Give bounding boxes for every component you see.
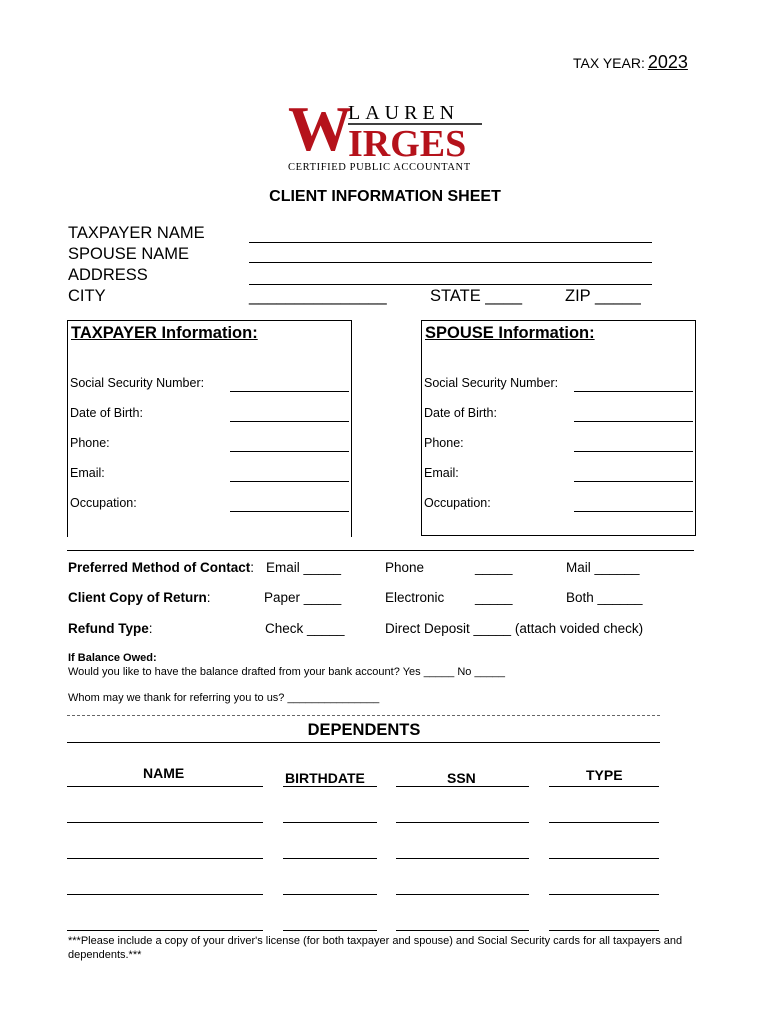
state-field[interactable]: STATE ____ xyxy=(430,287,523,305)
firm-logo xyxy=(286,90,486,176)
dependent-birthdate-line[interactable] xyxy=(283,786,377,787)
svg-text:W: W xyxy=(288,93,352,164)
spouse-email-field[interactable] xyxy=(574,481,693,482)
address-label: ADDRESS xyxy=(68,266,148,284)
form-title: CLIENT INFORMATION SHEET xyxy=(269,188,501,205)
dependent-type-line[interactable] xyxy=(549,786,659,787)
contact-method-text: Preferred Method of Contact xyxy=(68,560,251,575)
taxpayer-occupation-label: Occupation: xyxy=(70,496,137,510)
dependent-ssn-line[interactable] xyxy=(396,786,529,787)
contact-phone-blank[interactable]: _____ xyxy=(475,560,513,575)
spouse-info-heading: SPOUSE Information: xyxy=(425,324,595,342)
taxpayer-phone-label: Phone: xyxy=(70,436,110,450)
balance-owed-label: If Balance Owed: xyxy=(68,652,157,664)
dependent-birthdate-line[interactable] xyxy=(283,858,377,859)
tax-year-label: TAX YEAR: xyxy=(573,55,645,71)
footnote: ***Please include a copy of your driver's license (for both taxpayer and spouse) and Social Security cards for all taxpayers and dependents.*** xyxy=(68,935,683,961)
city-label: CITY xyxy=(68,287,106,305)
spouse-name-label: SPOUSE NAME xyxy=(68,245,190,263)
dependent-birthdate-line[interactable] xyxy=(283,822,377,823)
dependents-col-name: NAME xyxy=(143,765,185,781)
spouse-dob-field[interactable] xyxy=(574,421,693,422)
dependent-type-line[interactable] xyxy=(549,894,659,895)
zip-field[interactable]: ZIP _____ xyxy=(565,287,641,305)
copy-paper-option[interactable]: Paper _____ xyxy=(264,590,342,605)
taxpayer-dob-field[interactable] xyxy=(230,421,349,422)
client-copy-text: Client Copy of Return xyxy=(68,590,207,605)
taxpayer-name-label: TAXPAYER NAME xyxy=(68,224,205,242)
dependent-ssn-line[interactable] xyxy=(396,930,529,931)
contact-phone-option[interactable]: Phone xyxy=(385,560,425,575)
contact-method-label xyxy=(68,560,254,575)
spouse-ssn-field[interactable] xyxy=(574,391,693,392)
spouse-occupation-label: Occupation: xyxy=(424,496,491,510)
contact-method-colon: : xyxy=(250,560,255,575)
refund-type-text: Refund Type xyxy=(68,621,149,636)
taxpayer-info-heading: TAXPAYER Information: xyxy=(71,324,258,342)
client-copy-label xyxy=(68,590,211,605)
svg-text:CERTIFIED PUBLIC ACCOUNTANT: CERTIFIED PUBLIC ACCOUNTANT xyxy=(288,162,471,173)
tax-year xyxy=(573,52,688,73)
copy-electronic-blank[interactable]: _____ xyxy=(475,590,513,605)
balance-owed-question[interactable]: Would you like to have the balance drafted from your bank account? Yes _____ No _____ xyxy=(68,666,506,678)
contact-mail-option[interactable]: Mail ______ xyxy=(566,560,640,575)
dashed-divider xyxy=(67,715,660,716)
taxpayer-ssn-label: Social Security Number: xyxy=(70,376,205,390)
dependent-name-line[interactable] xyxy=(67,822,263,823)
taxpayer-occupation-field[interactable] xyxy=(230,511,349,512)
spouse-phone-label: Phone: xyxy=(424,436,464,450)
dependents-heading: DEPENDENTS xyxy=(307,721,421,739)
dependent-birthdate-line[interactable] xyxy=(283,894,377,895)
dependent-name-line[interactable] xyxy=(67,786,263,787)
refund-check-option[interactable]: Check _____ xyxy=(265,621,345,636)
dependent-name-line[interactable] xyxy=(67,930,263,931)
copy-electronic-option[interactable]: Electronic xyxy=(385,590,445,605)
refund-type-colon: : xyxy=(148,621,153,636)
spouse-ssn-label: Social Security Number: xyxy=(424,376,559,390)
refund-direct-option[interactable]: Direct Deposit _____ (attach voided check) xyxy=(385,621,644,636)
dependent-type-line[interactable] xyxy=(549,822,659,823)
refund-type-label xyxy=(68,621,153,636)
dependents-col-ssn: SSN xyxy=(447,770,476,786)
taxpayer-email-field[interactable] xyxy=(230,481,349,482)
contact-email-option[interactable]: Email _____ xyxy=(266,560,342,575)
referral-question[interactable]: Whom may we thank for referring you to us? _______________ xyxy=(68,692,380,704)
dependent-ssn-line[interactable] xyxy=(396,894,529,895)
spouse-occupation-field[interactable] xyxy=(574,511,693,512)
dependents-col-type: TYPE xyxy=(586,767,623,783)
dependent-type-line[interactable] xyxy=(549,858,659,859)
dependent-name-line[interactable] xyxy=(67,858,263,859)
dependent-ssn-line[interactable] xyxy=(396,822,529,823)
svg-text:IRGES: IRGES xyxy=(348,123,467,165)
taxpayer-email-label: Email: xyxy=(70,466,105,480)
spouse-name-field[interactable] xyxy=(249,262,652,263)
firm-logo-graphic xyxy=(286,90,486,176)
section-divider xyxy=(67,550,694,551)
address-field[interactable] xyxy=(249,284,652,285)
dependent-ssn-line[interactable] xyxy=(396,858,529,859)
copy-both-option[interactable]: Both ______ xyxy=(566,590,643,605)
taxpayer-dob-label: Date of Birth: xyxy=(70,406,143,420)
dependent-type-line[interactable] xyxy=(549,930,659,931)
tax-year-value: 2023 xyxy=(647,52,688,72)
dependents-heading-rule xyxy=(67,742,660,743)
dependent-name-line[interactable] xyxy=(67,894,263,895)
taxpayer-name-field[interactable] xyxy=(249,242,652,243)
city-field[interactable]: _______________ xyxy=(249,287,387,305)
taxpayer-phone-field[interactable] xyxy=(230,451,349,452)
spouse-dob-label: Date of Birth: xyxy=(424,406,497,420)
spouse-email-label: Email: xyxy=(424,466,459,480)
dependents-col-birthdate: BIRTHDATE xyxy=(285,770,365,786)
client-copy-colon: : xyxy=(206,590,211,605)
dependent-birthdate-line[interactable] xyxy=(283,930,377,931)
spouse-phone-field[interactable] xyxy=(574,451,693,452)
taxpayer-ssn-field[interactable] xyxy=(230,391,349,392)
svg-text:LAUREN: LAUREN xyxy=(348,102,460,124)
